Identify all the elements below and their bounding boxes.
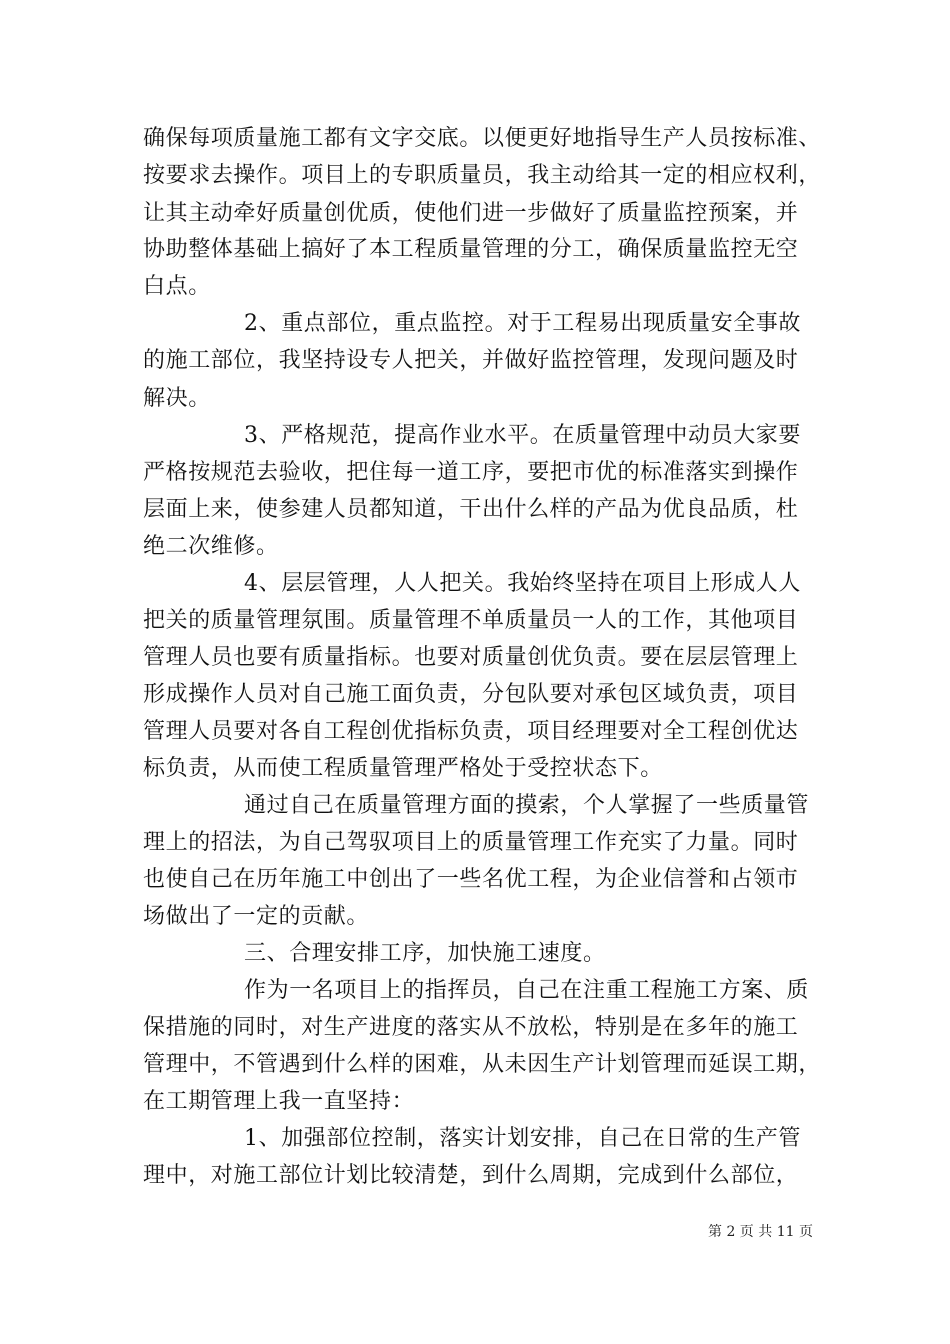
text-line: 管理人员也要有质量指标。也要对质量创优负责。要在层层管理上	[143, 645, 799, 670]
text-line: 按要求去操作。项目上的专职质量员，我主动给其一定的相应权利，	[143, 163, 822, 188]
paragraph-start: 2、重点部位，重点监控。对于工程易出现质量安全事故	[244, 311, 801, 336]
text-line: 理上的招法，为自己驾驭项目上的质量管理工作充实了力量。同时	[143, 830, 799, 855]
paragraph-start: 1、加强部位控制，落实计划安排，自己在日常的生产管	[244, 1126, 801, 1151]
text-line: 也使自己在历年施工中创出了一些名优工程，为企业信誉和占领市	[143, 867, 799, 892]
paragraph-start: 3、严格规范，提高作业水平。在质量管理中动员大家要	[244, 423, 801, 448]
text-line: 把关的质量管理氛围。质量管理不单质量员一人的工作，其他项目	[143, 608, 799, 633]
text-line: 白点。	[143, 274, 211, 299]
text-line: 在工期管理上我一直坚持：	[143, 1089, 415, 1114]
text-line: 协助整体基础上搞好了本工程质量管理的分工，确保质量监控无空	[143, 237, 799, 262]
text-line: 管理中，不管遇到什么样的困难，从未因生产计划管理而延误工期，	[143, 1052, 822, 1077]
text-line: 标负责，从而使工程质量管理严格处于受控状态下。	[143, 756, 663, 781]
text-line: 严格按规范去验收，把住每一道工序，要把市优的标准落实到操作	[143, 460, 799, 485]
paragraph-start: 通过自己在质量管理方面的摸索，个人掌握了一些质量管	[244, 793, 810, 818]
section-heading: 三、合理安排工序，加快施工速度。	[244, 941, 606, 966]
text-line: 层面上来，使参建人员都知道，干出什么样的产品为优良品质，杜	[143, 497, 799, 522]
text-line: 管理人员要对各自工程创优指标负责，项目经理要对全工程创优达	[143, 719, 799, 744]
text-line: 解决。	[143, 386, 211, 411]
text-line: 确保每项质量施工都有文字交底。以便更好地指导生产人员按标准、	[143, 126, 822, 151]
text-line: 让其主动牵好质量创优质，使他们进一步做好了质量监控预案，并	[143, 201, 799, 226]
text-line: 场做出了一定的贡献。	[143, 904, 370, 929]
text-line: 的施工部位，我坚持设专人把关，并做好监控管理，发现问题及时	[143, 348, 799, 373]
text-line: 形成操作人员对自己施工面负责，分包队要对承包区域负责，项目	[143, 682, 799, 707]
text-line: 理中，对施工部位计划比较清楚，到什么周期，完成到什么部位，	[143, 1163, 799, 1188]
paragraph-start: 4、层层管理，人人把关。我始终坚持在项目上形成人人	[244, 571, 801, 596]
text-line: 绝二次维修。	[143, 534, 279, 559]
page-number: 第 2 页 共 11 页	[708, 1224, 813, 1240]
text-line: 保措施的同时，对生产进度的落实从不放松，特别是在多年的施工	[143, 1015, 799, 1040]
paragraph-start: 作为一名项目上的指挥员，自己在注重工程施工方案、质	[244, 978, 810, 1003]
